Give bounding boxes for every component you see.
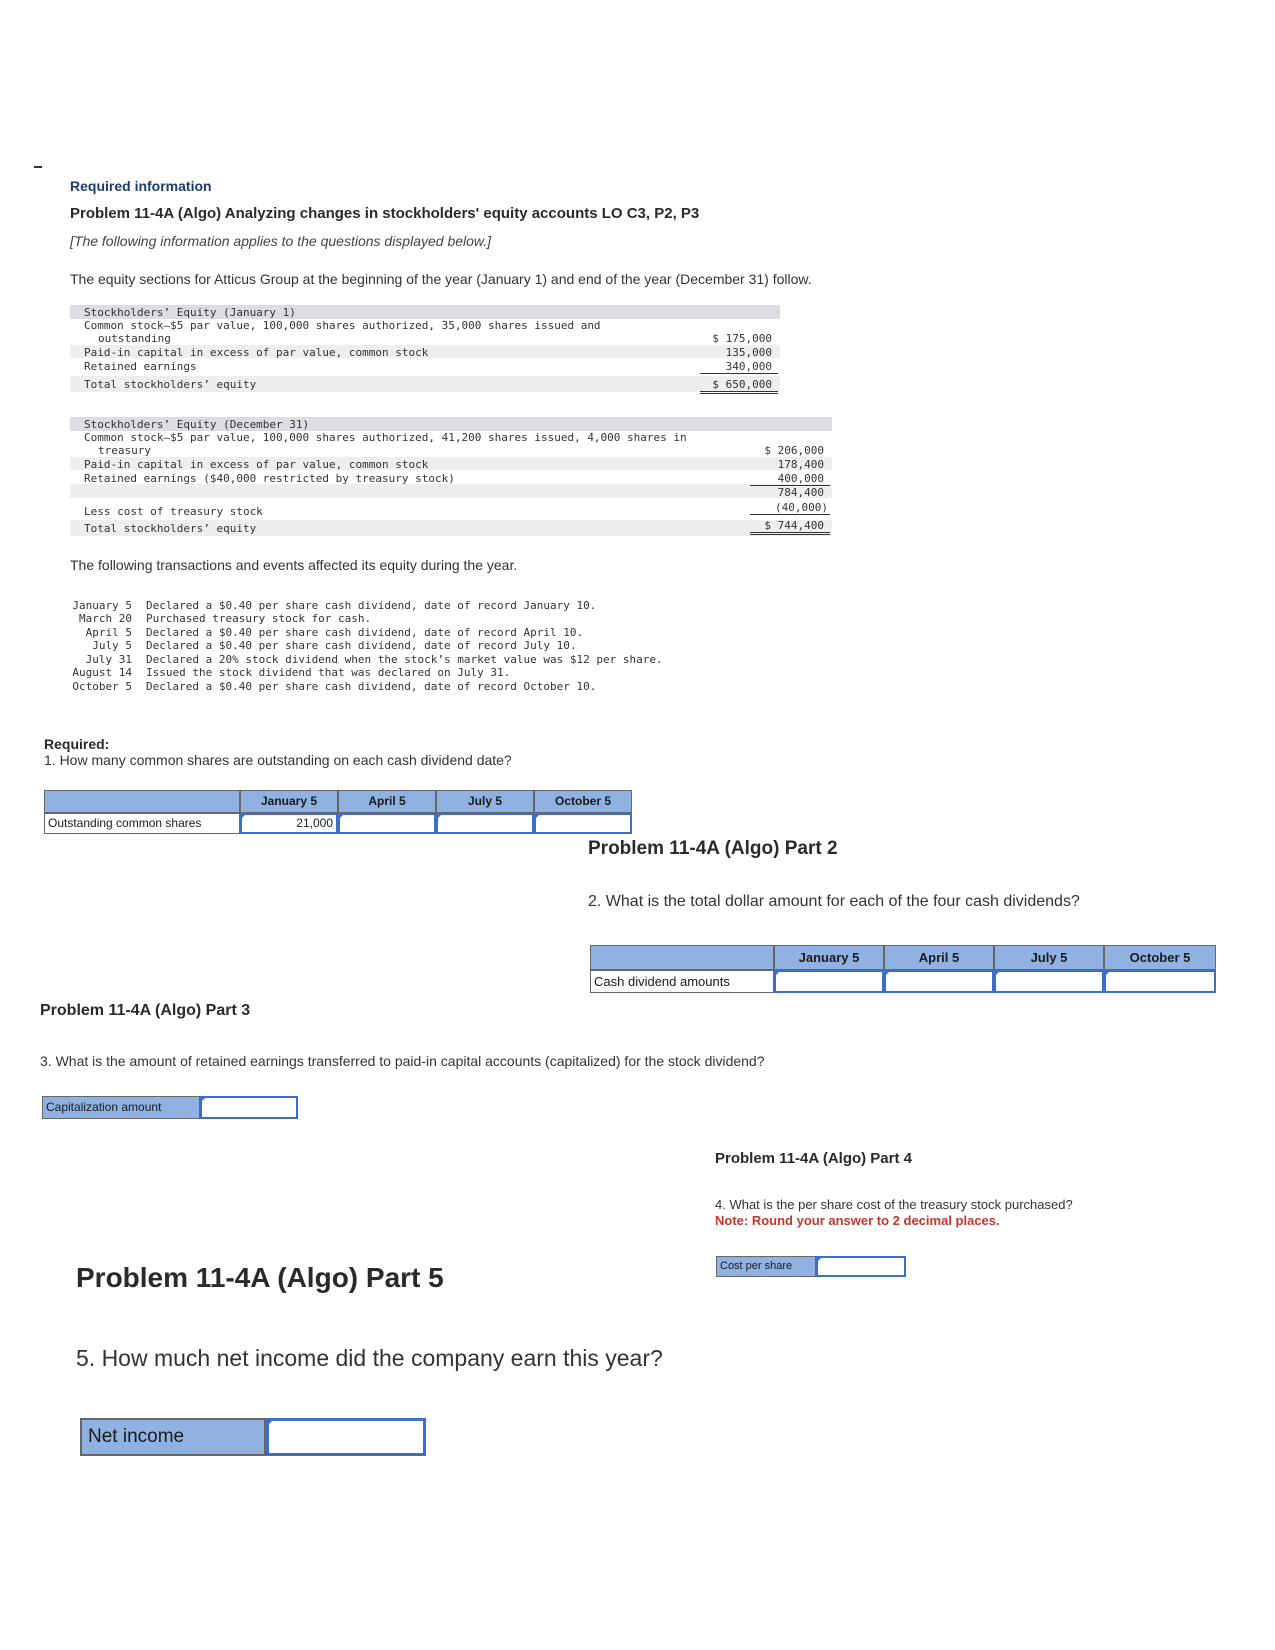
part2-input-apr5[interactable] <box>884 970 994 993</box>
dec31-subtotal-value: 784,400 <box>777 486 824 499</box>
jan1-total-label: Total stockholders’ equity <box>84 378 257 391</box>
jan1-retained-value: 340,000 <box>700 360 778 374</box>
intro-text: The equity sections for Atticus Group at the beginning of the year (January 1) and end of the year (December 31) follow. <box>70 271 812 287</box>
dec31-title: Stockholders’ Equity (December 31) <box>84 418 310 431</box>
part1-input-jul5[interactable] <box>436 813 534 834</box>
jan1-total-value: $ 650,000 <box>700 378 778 394</box>
equity-table-dec31 <box>70 417 832 542</box>
part5-title: Problem 11-4A (Algo) Part 5 <box>76 1262 444 1293</box>
divider-dash <box>34 166 42 168</box>
problem-title: Problem 11-4A (Algo) Analyzing changes in stockholders' equity accounts LO C3, P2, P3 <box>70 205 700 222</box>
part1-input-apr5[interactable] <box>338 813 436 834</box>
question-4: 4. What is the per share cost of the treasury stock purchased? <box>715 1197 1073 1212</box>
transactions-intro: The following transactions and events affected its equity during the year. <box>70 557 518 573</box>
problem-subtitle: [The following information applies to the questions displayed below.] <box>70 233 492 249</box>
question-2: 2. What is the total dollar amount for each of the four cash dividends? <box>588 893 1080 910</box>
part2-header-apr5: April 5 <box>884 945 994 970</box>
part1-input-jan5[interactable]: 21,000 <box>240 813 338 834</box>
part2-header-oct5: October 5 <box>1104 945 1216 970</box>
required-information-heading: Required information <box>70 178 212 194</box>
dec31-retained-value: 400,000 <box>750 472 830 486</box>
question-5: 5. How much net income did the company earn this year? <box>76 1345 663 1371</box>
part2-row-label: Cash dividend amounts <box>590 970 774 993</box>
dec31-total-label: Total stockholders’ equity <box>84 522 257 535</box>
jan1-common-stock-value: $ 175,000 <box>712 332 772 345</box>
dec31-treasury-label: Less cost of treasury stock <box>84 505 263 518</box>
part2-table <box>590 945 1220 993</box>
part1-header-jan5: January 5 <box>240 790 338 813</box>
dec31-retained-label: Retained earnings ($40,000 restricted by treasury stock) <box>84 472 455 485</box>
capitalization-amount-input[interactable] <box>200 1096 298 1119</box>
dec31-common-stock-label-cont: treasury <box>98 444 151 457</box>
part2-title: Problem 11-4A (Algo) Part 2 <box>588 838 838 859</box>
jan1-common-stock-label: Common stock–$5 par value, 100,000 shares authorized, 35,000 shares issued and <box>84 319 601 332</box>
part1-header-jul5: July 5 <box>436 790 534 813</box>
part1-input-oct5[interactable] <box>534 813 632 834</box>
part4-row-label: Cost per share <box>716 1256 816 1277</box>
part1-header-oct5: October 5 <box>534 790 632 813</box>
dec31-paid-in-label: Paid-in capital in excess of par value, common stock <box>84 458 429 471</box>
dec31-treasury-value: (40,000) <box>750 501 830 515</box>
part5-row-label: Net income <box>80 1418 266 1456</box>
dec31-total-value: $ 744,400 <box>750 519 830 535</box>
part3-row-label: Capitalization amount <box>42 1096 200 1119</box>
part1-table <box>44 790 644 834</box>
question-3: 3. What is the amount of retained earnings transferred to paid-in capital accounts (capitalized) for the stock dividend? <box>40 1053 765 1069</box>
part1-row-label: Outstanding common shares <box>44 813 240 834</box>
part2-header-blank <box>590 945 774 970</box>
required-heading: Required: <box>44 736 110 752</box>
part4-title: Problem 11-4A (Algo) Part 4 <box>715 1150 912 1167</box>
part2-input-jul5[interactable] <box>994 970 1104 993</box>
part1-header-apr5: April 5 <box>338 790 436 813</box>
jan1-common-stock-label-cont: outstanding <box>98 332 171 345</box>
dec31-common-stock-value: $ 206,000 <box>764 444 824 457</box>
part2-header-jan5: January 5 <box>774 945 884 970</box>
dec31-paid-in-value: 178,400 <box>777 458 824 471</box>
net-income-input[interactable] <box>266 1418 426 1456</box>
events-list: January 5 Declared a $0.40 per share cash dividend, date of record January 10. March 20 Purchased treasury stock for cash. April 5 Declared a $0.40 per share cash dividend, date of record April 10. July 5 Declared a $0.40 per share cash dividend, date of record July 10. July 31 Declared a 20% stock dividend when the stock’s market value was $12 per share. August 14 Issued the stock dividend that was declared on July 31. October 5 Declared a $0.40 per share cash dividend, date of record October 10. <box>72 599 663 693</box>
part1-header-blank <box>44 790 240 813</box>
jan1-paid-in-label: Paid-in capital in excess of par value, common stock <box>84 346 429 359</box>
dec31-common-stock-label: Common stock–$5 par value, 100,000 shares authorized, 41,200 shares issued, 4,000 shares in <box>84 431 687 444</box>
jan1-retained-label: Retained earnings <box>84 360 197 373</box>
jan1-paid-in-value: 135,000 <box>725 346 772 359</box>
jan1-title: Stockholders’ Equity (January 1) <box>84 306 296 319</box>
equity-table-jan1 <box>70 305 780 397</box>
part2-input-jan5[interactable] <box>774 970 884 993</box>
question-1: 1. How many common shares are outstanding on each cash dividend date? <box>44 752 512 768</box>
part3-title: Problem 11-4A (Algo) Part 3 <box>40 1002 251 1019</box>
part2-input-oct5[interactable] <box>1104 970 1216 993</box>
part2-header-jul5: July 5 <box>994 945 1104 970</box>
cost-per-share-input[interactable] <box>816 1256 906 1277</box>
rounding-note: Note: Round your answer to 2 decimal places. <box>715 1213 1000 1228</box>
